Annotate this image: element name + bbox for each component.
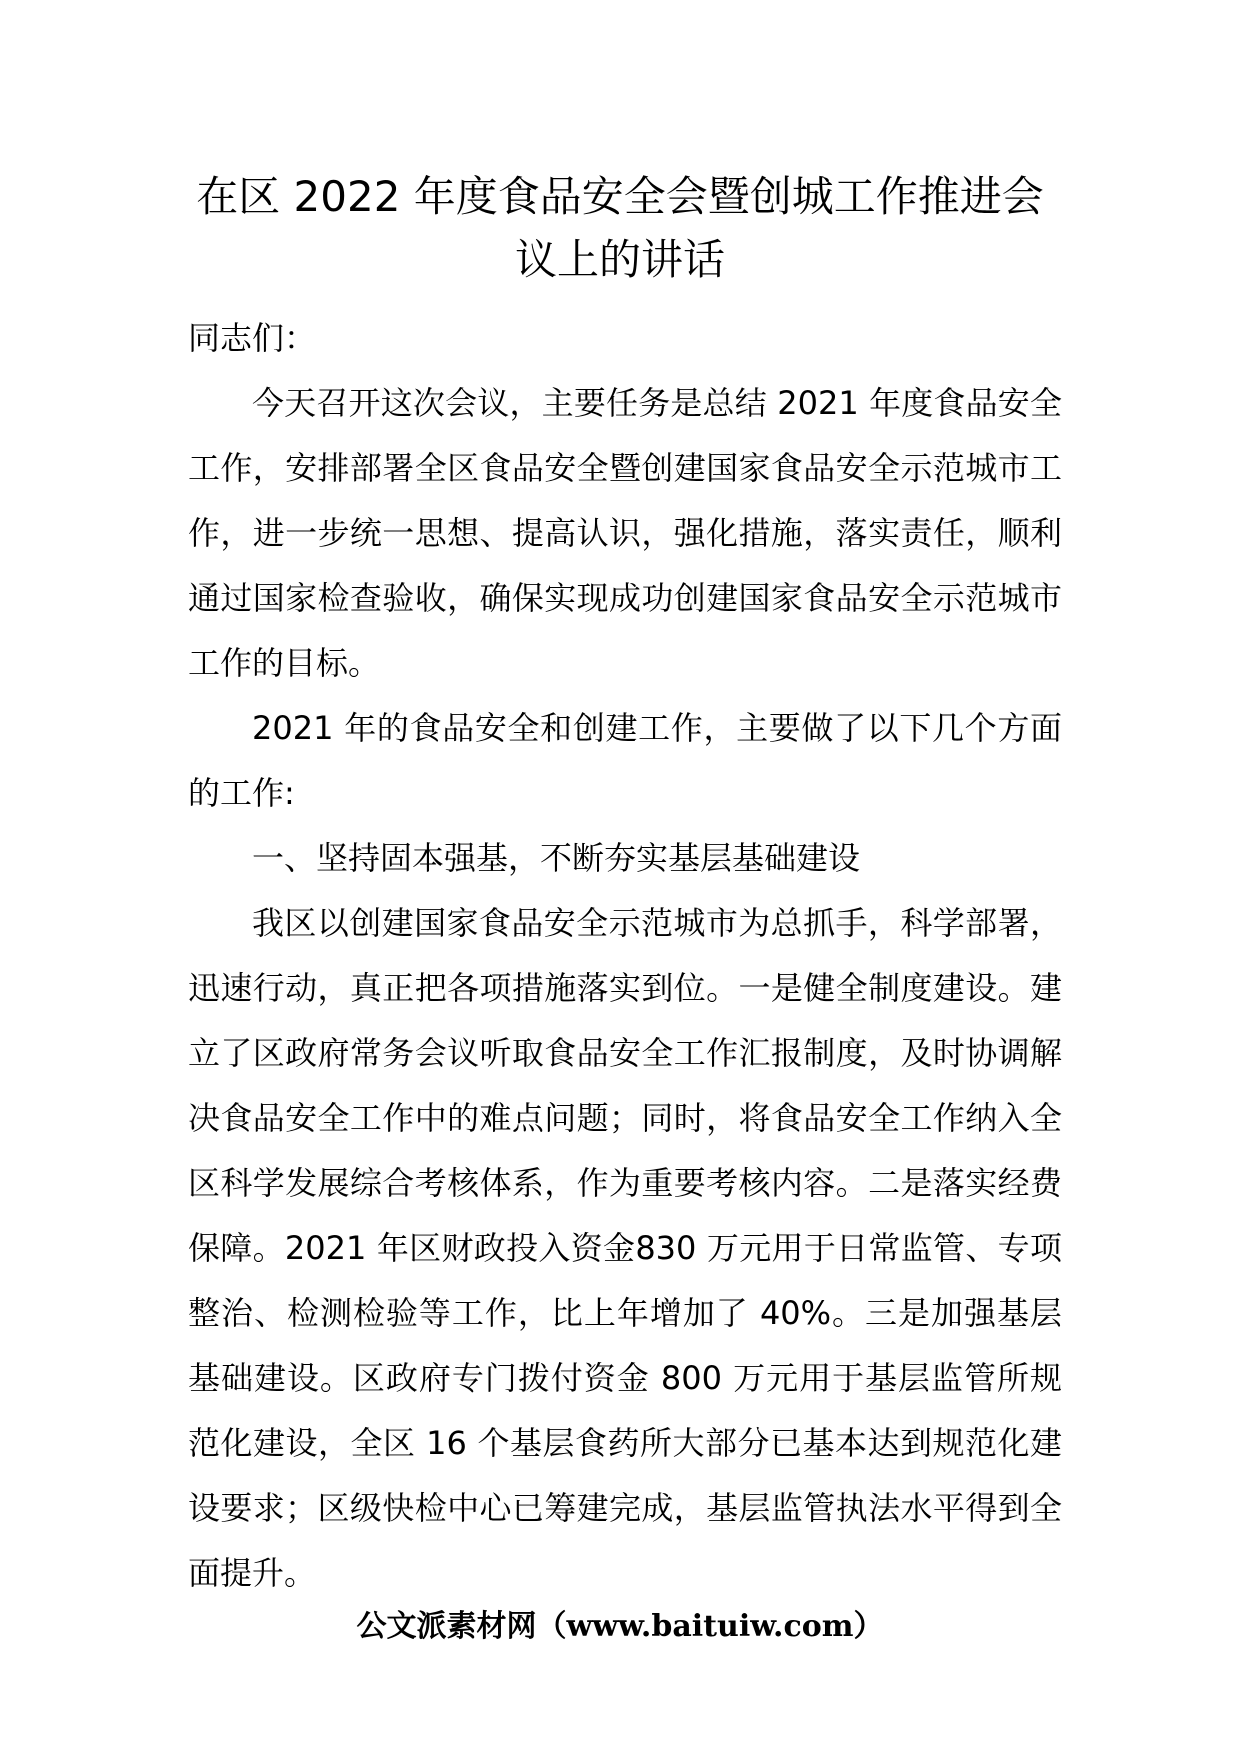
paragraph-intro: 今天召开这次会议，主要任务是总结 2021 年度食品安全工作，安排部署全区食品安全暨创建国家食品安全示范城市工作，进一步统一思想、提高认识，强化措施，落实责任，顺利通过国家检查验收，确保实现成功创建国家食品安全示范城市工作的目标。 — [188, 384, 1062, 682]
salutation: 同志们： — [188, 319, 317, 357]
section-heading-1: 一、坚持固本强基，不断夯实基层基础建设 — [252, 839, 861, 877]
document-title: 在区 2022 年度食品安全会暨创城工作推进会议上的讲话 — [196, 172, 1044, 284]
paragraph-summary: 2021 年的食品安全和创建工作，主要做了以下几个方面的工作: — [188, 709, 1062, 812]
footer-watermark: 公文派素材网（www.baituiw.com） — [356, 1609, 884, 1644]
paragraph-section-1: 我区以创建国家食品安全示范城市为总抓手，科学部署，迅速行动，真正把各项措施落实到位。一是健全制度建设。建立了区政府常务会议听取食品安全工作汇报制度，及时协调解决食品安全工作中的难点问题；同时，将食品安全工作纳入全区科学发展综合考核体系，作为重要考核内容。二是落实经费保障。2021 年区财政投入资金830 万元用于日常监管、专项整治、检测检验等工作，比上年增加了 40%。三是加强基层基础建设。区政府专门拨付资金 800 万元用于基层监管所规范化建设，全区 16 个基层食药所大部分已基本达到规范化建设要求；区级快检中心已筹建完成，基层监管执法水平得到全面提升。 — [188, 904, 1062, 1592]
document-body — [188, 306, 1062, 1606]
